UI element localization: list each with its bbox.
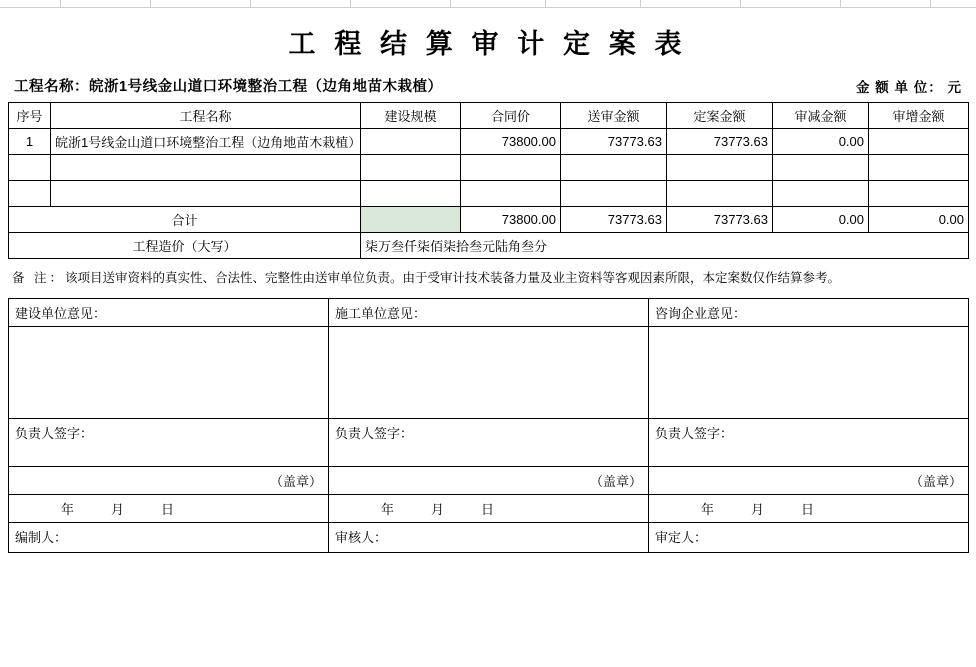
cell-price-words-label: 工程造价（大写） bbox=[9, 233, 361, 259]
footer-reviewer: 审核人： bbox=[329, 522, 649, 552]
signature-label-construction-unit: 负责人签字： bbox=[9, 418, 329, 466]
audit-table bbox=[8, 102, 969, 259]
opinion-title-consulting-firm: 咨询企业意见： bbox=[649, 298, 969, 326]
th-project-name: 工程名称 bbox=[51, 103, 361, 129]
opinion-title-construction-unit: 建设单位意见： bbox=[9, 298, 329, 326]
cell-total-scale bbox=[361, 207, 461, 233]
date-month: 月 bbox=[750, 501, 765, 517]
cell-total-increased: 0.00 bbox=[869, 207, 969, 233]
cell-total-contract: 73800.00 bbox=[461, 207, 561, 233]
spreadsheet-column-strip bbox=[0, 0, 976, 8]
cell-price-words-value: 柒万叁仟柒佰柒拾叁元陆角叁分 bbox=[361, 233, 969, 259]
cell-project-name: 皖浙1号线金山道口环境整治工程（边角地苗木栽植） bbox=[51, 129, 361, 155]
th-reduced-amount: 审减金额 bbox=[773, 103, 869, 129]
note-text: 该项目送审资料的真实性、合法性、完整性由送审单位负责。由于受审计技术装备力量及业主资料等客观因素所限，本定案数仅作结算参考。 bbox=[64, 271, 840, 285]
date-day: 日 bbox=[480, 501, 495, 517]
date-row bbox=[9, 494, 969, 522]
date-year: 年 bbox=[380, 501, 395, 517]
th-scale: 建设规模 bbox=[361, 103, 461, 129]
date-day: 日 bbox=[800, 501, 815, 517]
subheader bbox=[8, 75, 968, 102]
th-settled-amount: 定案金额 bbox=[667, 103, 773, 129]
seal-row bbox=[9, 466, 969, 494]
date-month: 月 bbox=[110, 501, 125, 517]
amount-unit-label: 金 额 单 位： 元 bbox=[855, 80, 962, 95]
cell-empty bbox=[361, 155, 461, 181]
th-submitted-amount: 送审金额 bbox=[561, 103, 667, 129]
cell-contract-price: 73800.00 bbox=[461, 129, 561, 155]
date-day: 日 bbox=[160, 501, 175, 517]
date-month: 月 bbox=[430, 501, 445, 517]
opinion-body-row bbox=[9, 326, 969, 418]
footer-preparer: 编制人： bbox=[9, 522, 329, 552]
th-increased-amount: 审增金额 bbox=[869, 103, 969, 129]
cell-settled-amount: 73773.63 bbox=[667, 129, 773, 155]
cell-total-label: 合计 bbox=[9, 207, 361, 233]
cell-empty bbox=[561, 181, 667, 207]
page-title: 工 程 结 算 审 计 定 案 表 bbox=[288, 29, 688, 59]
cell-empty bbox=[51, 155, 361, 181]
date-construction-unit bbox=[9, 494, 329, 522]
cell-empty bbox=[773, 181, 869, 207]
date-year: 年 bbox=[60, 501, 75, 517]
cell-empty bbox=[461, 155, 561, 181]
cell-empty bbox=[869, 155, 969, 181]
seal-label-construction-unit: （盖章） bbox=[9, 466, 329, 494]
note-block bbox=[8, 259, 968, 296]
cell-empty bbox=[773, 155, 869, 181]
table-total-row bbox=[9, 207, 969, 233]
table-header-row bbox=[9, 103, 969, 129]
seal-label-contractor-unit: （盖章） bbox=[329, 466, 649, 494]
price-in-words-row bbox=[9, 233, 969, 259]
cell-reduced-amount: 0.00 bbox=[773, 129, 869, 155]
seal-label-consulting-firm: （盖章） bbox=[649, 466, 969, 494]
cell-empty bbox=[561, 155, 667, 181]
opinions-table bbox=[8, 298, 969, 553]
cell-increased-amount bbox=[869, 129, 969, 155]
cell-total-reduced: 0.00 bbox=[773, 207, 869, 233]
opinion-body-consulting-firm[interactable] bbox=[649, 326, 969, 418]
cell-total-settled: 73773.63 bbox=[667, 207, 773, 233]
date-contractor-unit bbox=[329, 494, 649, 522]
date-year: 年 bbox=[700, 501, 715, 517]
cell-empty bbox=[667, 181, 773, 207]
footer-signature-row bbox=[9, 522, 969, 552]
note-label: 备 注： bbox=[12, 271, 65, 285]
table-row bbox=[9, 129, 969, 155]
cell-empty bbox=[9, 181, 51, 207]
project-name-label: 工程名称：皖浙1号线金山道口环境整治工程（边角地苗木栽植） bbox=[14, 79, 443, 95]
cell-total-submitted: 73773.63 bbox=[561, 207, 667, 233]
th-no: 序号 bbox=[9, 103, 51, 129]
opinion-title-row bbox=[9, 298, 969, 326]
opinion-body-contractor-unit[interactable] bbox=[329, 326, 649, 418]
cell-no: 1 bbox=[9, 129, 51, 155]
cell-empty bbox=[869, 181, 969, 207]
table-row-empty bbox=[9, 181, 969, 207]
cell-empty bbox=[9, 155, 51, 181]
signature-row bbox=[9, 418, 969, 466]
cell-submitted-amount: 73773.63 bbox=[561, 129, 667, 155]
cell-scale bbox=[361, 129, 461, 155]
settlement-audit-sheet bbox=[8, 22, 968, 553]
footer-approver: 审定人： bbox=[649, 522, 969, 552]
signature-label-consulting-firm: 负责人签字： bbox=[649, 418, 969, 466]
cell-empty bbox=[361, 181, 461, 207]
table-row-empty bbox=[9, 155, 969, 181]
th-contract-price: 合同价 bbox=[461, 103, 561, 129]
date-consulting-firm bbox=[649, 494, 969, 522]
cell-empty bbox=[461, 181, 561, 207]
cell-empty bbox=[667, 155, 773, 181]
cell-empty bbox=[51, 181, 361, 207]
signature-label-contractor-unit: 负责人签字： bbox=[329, 418, 649, 466]
opinion-title-contractor-unit: 施工单位意见： bbox=[329, 298, 649, 326]
opinion-body-construction-unit[interactable] bbox=[9, 326, 329, 418]
